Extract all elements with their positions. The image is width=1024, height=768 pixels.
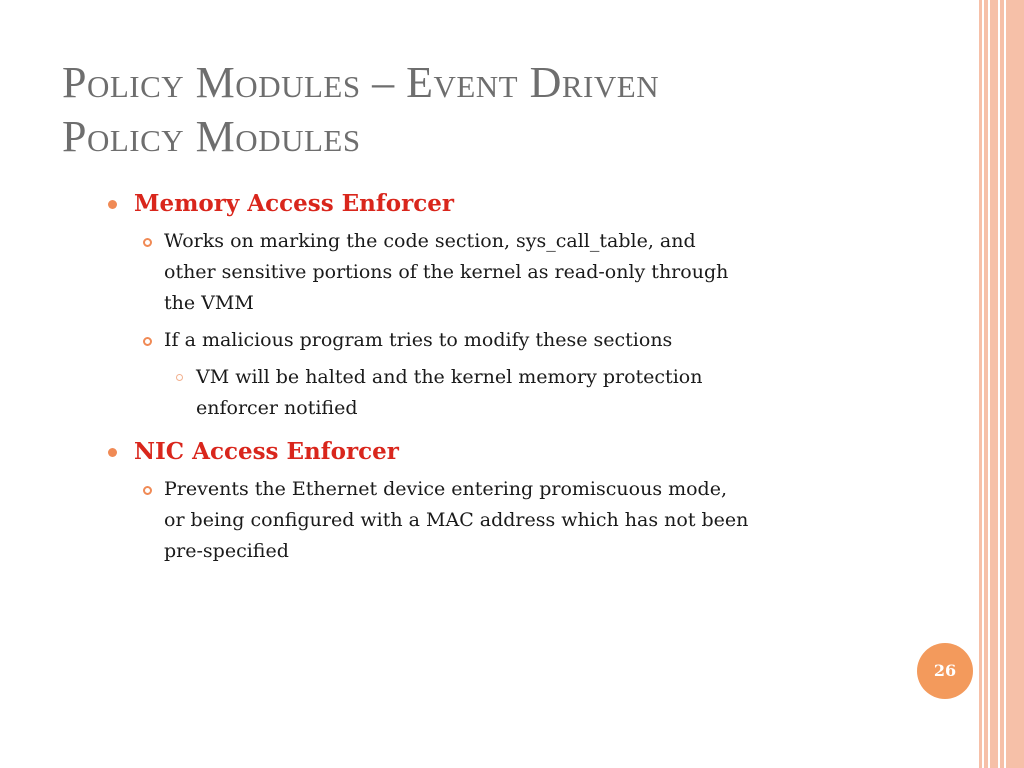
sub-sub-bullet-line: enforcer notified xyxy=(196,397,358,419)
sub-bullet-line: other sensitive portions of the kernel as read-only through xyxy=(164,261,729,283)
sub-bullet xyxy=(104,325,904,356)
sub-bullet-line: the VMM xyxy=(164,292,254,314)
decorative-stripe xyxy=(984,0,988,768)
sub-sub-bullet xyxy=(104,362,904,424)
decorative-stripe xyxy=(1000,0,1004,768)
decorative-stripe xyxy=(990,0,998,768)
sub-bullet-line: pre-specified xyxy=(164,540,289,562)
filled-circle-bullet-icon xyxy=(108,200,117,209)
decorative-stripe xyxy=(1006,0,1024,768)
slide-title-line: Policy Modules xyxy=(62,112,361,161)
bullet-memory-access-enforcer xyxy=(104,186,904,222)
sub-bullet-line: If a malicious program tries to modify these sections xyxy=(164,329,673,351)
slide-content xyxy=(104,186,904,567)
decorative-stripe xyxy=(979,0,982,768)
bullet-heading: Memory Access Enforcer xyxy=(134,190,455,217)
bullet-heading: NIC Access Enforcer xyxy=(134,438,399,465)
sub-bullet xyxy=(104,474,904,567)
bullet-nic-access-enforcer xyxy=(104,434,904,470)
ring-bullet-icon xyxy=(143,337,152,346)
ring-bullet-icon xyxy=(143,486,152,495)
sub-bullet-line: Prevents the Ethernet device entering promiscuous mode, xyxy=(164,478,728,500)
sub-bullet xyxy=(104,226,904,319)
filled-circle-bullet-icon xyxy=(108,448,117,457)
ring-bullet-icon xyxy=(143,238,152,247)
slide-title xyxy=(62,56,942,164)
page-number-badge: 26 xyxy=(917,643,973,699)
sub-bullet-line: Works on marking the code section, sys_call_table, and xyxy=(164,230,696,252)
sub-sub-bullet-line: VM will be halted and the kernel memory protection xyxy=(196,366,703,388)
slide-title-line: Policy Modules – Event Driven xyxy=(62,58,660,107)
small-ring-bullet-icon xyxy=(176,374,183,381)
sub-bullet-line: or being configured with a MAC address which has not been xyxy=(164,509,749,531)
